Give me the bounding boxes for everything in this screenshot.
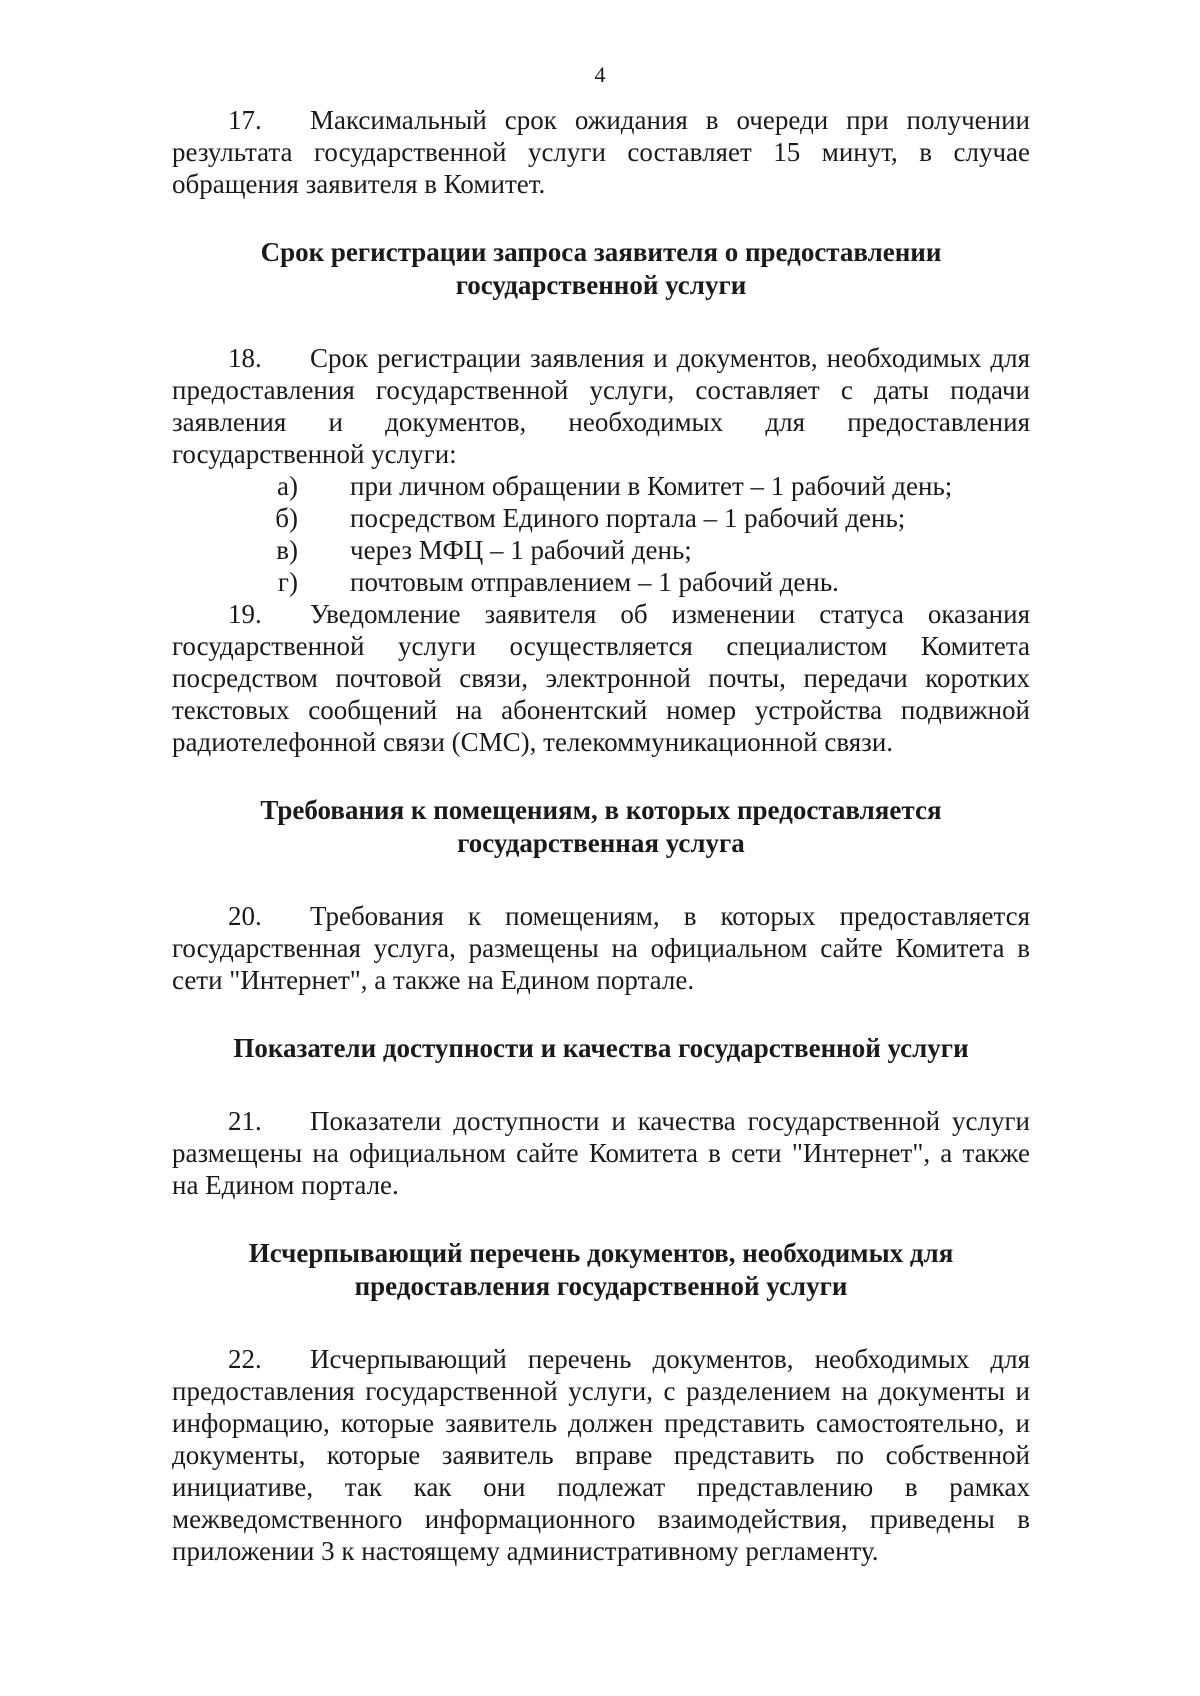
paragraph-number: 19. — [228, 599, 262, 629]
paragraph-number: 17. — [228, 105, 262, 135]
paragraph-18 — [172, 342, 1030, 470]
list-marker: в) — [276, 535, 298, 565]
section-heading-quality — [172, 1032, 1030, 1065]
paragraph-21 — [172, 1105, 1030, 1201]
document-body — [172, 104, 1030, 1567]
registration-terms-list — [172, 470, 1030, 598]
heading-line: Требования к помещениям, в которых предоставляется — [260, 795, 942, 825]
page-number: 4 — [594, 62, 606, 87]
list-item — [172, 566, 1030, 598]
paragraph-19 — [172, 598, 1030, 758]
paragraph-number: 20. — [228, 901, 262, 931]
list-marker: г) — [277, 567, 298, 597]
heading-line: государственной услуги — [455, 270, 747, 300]
list-item — [172, 534, 1030, 566]
list-item — [172, 470, 1030, 502]
paragraph-17 — [172, 104, 1030, 200]
heading-line: Показатели доступности и качества государственной услуги — [233, 1033, 969, 1063]
list-item-text: посредством Единого портала – 1 рабочий день; — [350, 503, 906, 533]
paragraph-20 — [172, 900, 1030, 996]
paragraph-text: Срок регистрации заявления и документов, необходимых для предоставления государственной услуги, составляет с даты подачи заявления и документов, необходимых для предоставления государственной услуги: — [172, 343, 1030, 469]
paragraph-text: Требования к помещениям, в которых предоставляется государственная услуга, размещены на официальном сайте Комитета в сети "Интернет", а также на Едином портале. — [172, 901, 1030, 995]
paragraph-number: 18. — [228, 343, 262, 373]
list-item-text: почтовым отправлением – 1 рабочий день. — [350, 567, 839, 597]
section-heading-premises — [172, 794, 1030, 860]
list-marker: а) — [277, 471, 298, 501]
paragraph-text: Максимальный срок ожидания в очереди при получении результата государственной услуги составляет 15 минут, в случае обращения заявителя в Комитет. — [172, 105, 1030, 199]
heading-line: Исчерпывающий перечень документов, необходимых для — [248, 1238, 954, 1268]
paragraph-text: Уведомление заявителя об изменении статуса оказания государственной услуги осуществляется специалистом Комитета посредством почтовой связи, электронной почты, передачи коротких текстовых сообщений на абонентский номер устройства подвижной радиотелефонной связи (СМС), телекоммуникационной связи. — [172, 599, 1030, 757]
heading-line: Срок регистрации запроса заявителя о предоставлении — [260, 237, 942, 267]
paragraph-number: 22. — [228, 1344, 262, 1374]
list-marker: б) — [275, 503, 298, 533]
list-item — [172, 502, 1030, 534]
section-heading-registration — [172, 236, 1030, 302]
section-heading-documents — [172, 1237, 1030, 1303]
paragraph-text: Исчерпывающий перечень документов, необходимых для предоставления государственной услуги, с разделением на документы и информацию, которые заявитель должен представить самостоятельно, и документы, которые заявитель вправе представить по собственной инициативе, так как они подлежат представлению в рамках межведомственного информационного взаимодействия, приведены в приложении 3 к настоящему административному регламенту. — [172, 1344, 1030, 1566]
list-item-text: через МФЦ – 1 рабочий день; — [350, 535, 692, 565]
paragraph-number: 21. — [228, 1106, 262, 1136]
paragraph-text: Показатели доступности и качества государственной услуги размещены на официальном сайте Комитета в сети "Интернет", а также на Едином портале. — [172, 1106, 1030, 1200]
list-item-text: при личном обращении в Комитет – 1 рабочий день; — [350, 471, 953, 501]
heading-line: государственная услуга — [457, 828, 745, 858]
paragraph-22 — [172, 1343, 1030, 1567]
heading-line: предоставления государственной услуги — [354, 1271, 848, 1301]
